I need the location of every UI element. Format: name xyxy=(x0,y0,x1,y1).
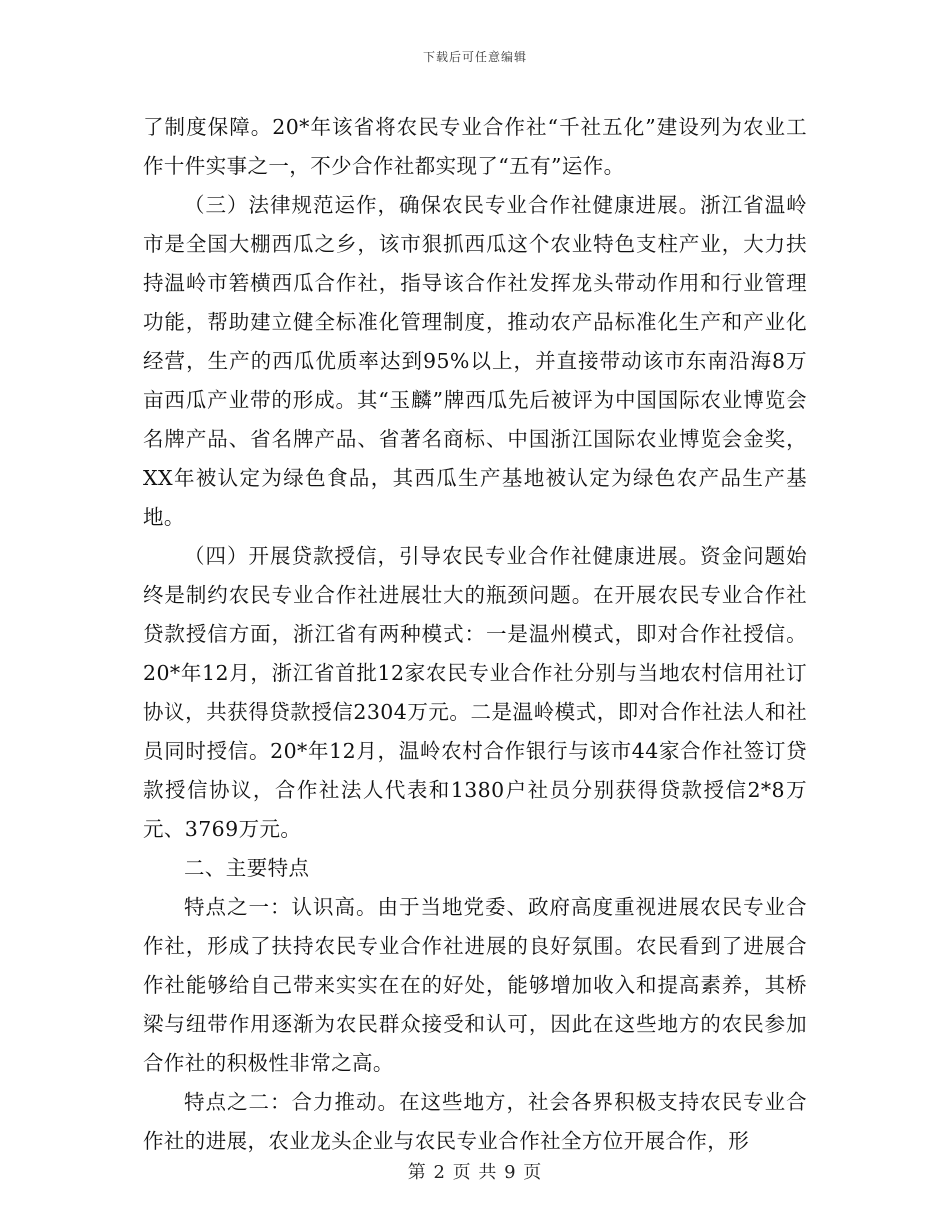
paragraph-section-4: （四）开展贷款授信，引导农民专业合作社健康进展。资金问题始终是制约农民专业合作社进展壮大的瓶颈问题。在开展农民专业合作社贷款授信方面，浙江省有两种模式：一是温州模式，即对合作社授信。20*年12月，浙江省首批12家农民专业合作社分别与当地农村信用社订协议，共获得贷款授信2304万元。二是温岭模式，即对合作社法人和社员同时授信。20*年12月，温岭农村合作银行与该市44家合作社签订贷款授信协议，合作社法人代表和1380户社员分别获得贷款授信2*8万元、3769万元。 xyxy=(143,544,807,841)
document-body xyxy=(143,108,807,1161)
heading-main-features: 二、主要特点 xyxy=(184,856,310,880)
page-header-note: 下载后可任意编辑 xyxy=(422,50,527,64)
page-number-footer: 第 2 页 共 9 页 xyxy=(407,1162,543,1183)
paragraph-feature-2: 特点之二：合力推动。在这些地方，社会各界积极支持农民专业合作社的进展，农业龙头企业与农民专业合作社全方位开展合作，形 xyxy=(143,1090,807,1153)
paragraph-feature-1: 特点之一：认识高。由于当地党委、政府高度重视进展农民专业合作社，形成了扶持农民专业合作社进展的良好氛围。农民看到了进展合作社能够给自己带来实实在在的好处，能够增加收入和提高素养，其桥梁与纽带作用逐渐为农民群众接受和认可，因此在这些地方的农民参加合作社的积极性非常之高。 xyxy=(143,895,807,1075)
paragraph-section-3: （三）法律规范运作，确保农民专业合作社健康进展。浙江省温岭市是全国大棚西瓜之乡，该市狠抓西瓜这个农业特色支柱产业，大力扶持温岭市箬横西瓜合作社，指导该合作社发挥龙头带动作用和行业管理功能，帮助建立健全标准化管理制度，推动农产品标准化生产和产业化经营，生产的西瓜优质率达到95%以上，并直接带动该市东南沿海8万亩西瓜产业带的形成。其“玉麟”牌西瓜先后被评为中国国际农业博览会名牌产品、省名牌产品、省著名商标、中国浙江国际农业博览会金奖，XX年被认定为绿色食品，其西瓜生产基地被认定为绿色农产品生产基地。 xyxy=(143,193,807,529)
paragraph-continuation: 了制度保障。20*年该省将农民专业合作社“千社五化”建设列为农业工作十件实事之一，不少合作社都实现了“五有”运作。 xyxy=(143,115,807,178)
